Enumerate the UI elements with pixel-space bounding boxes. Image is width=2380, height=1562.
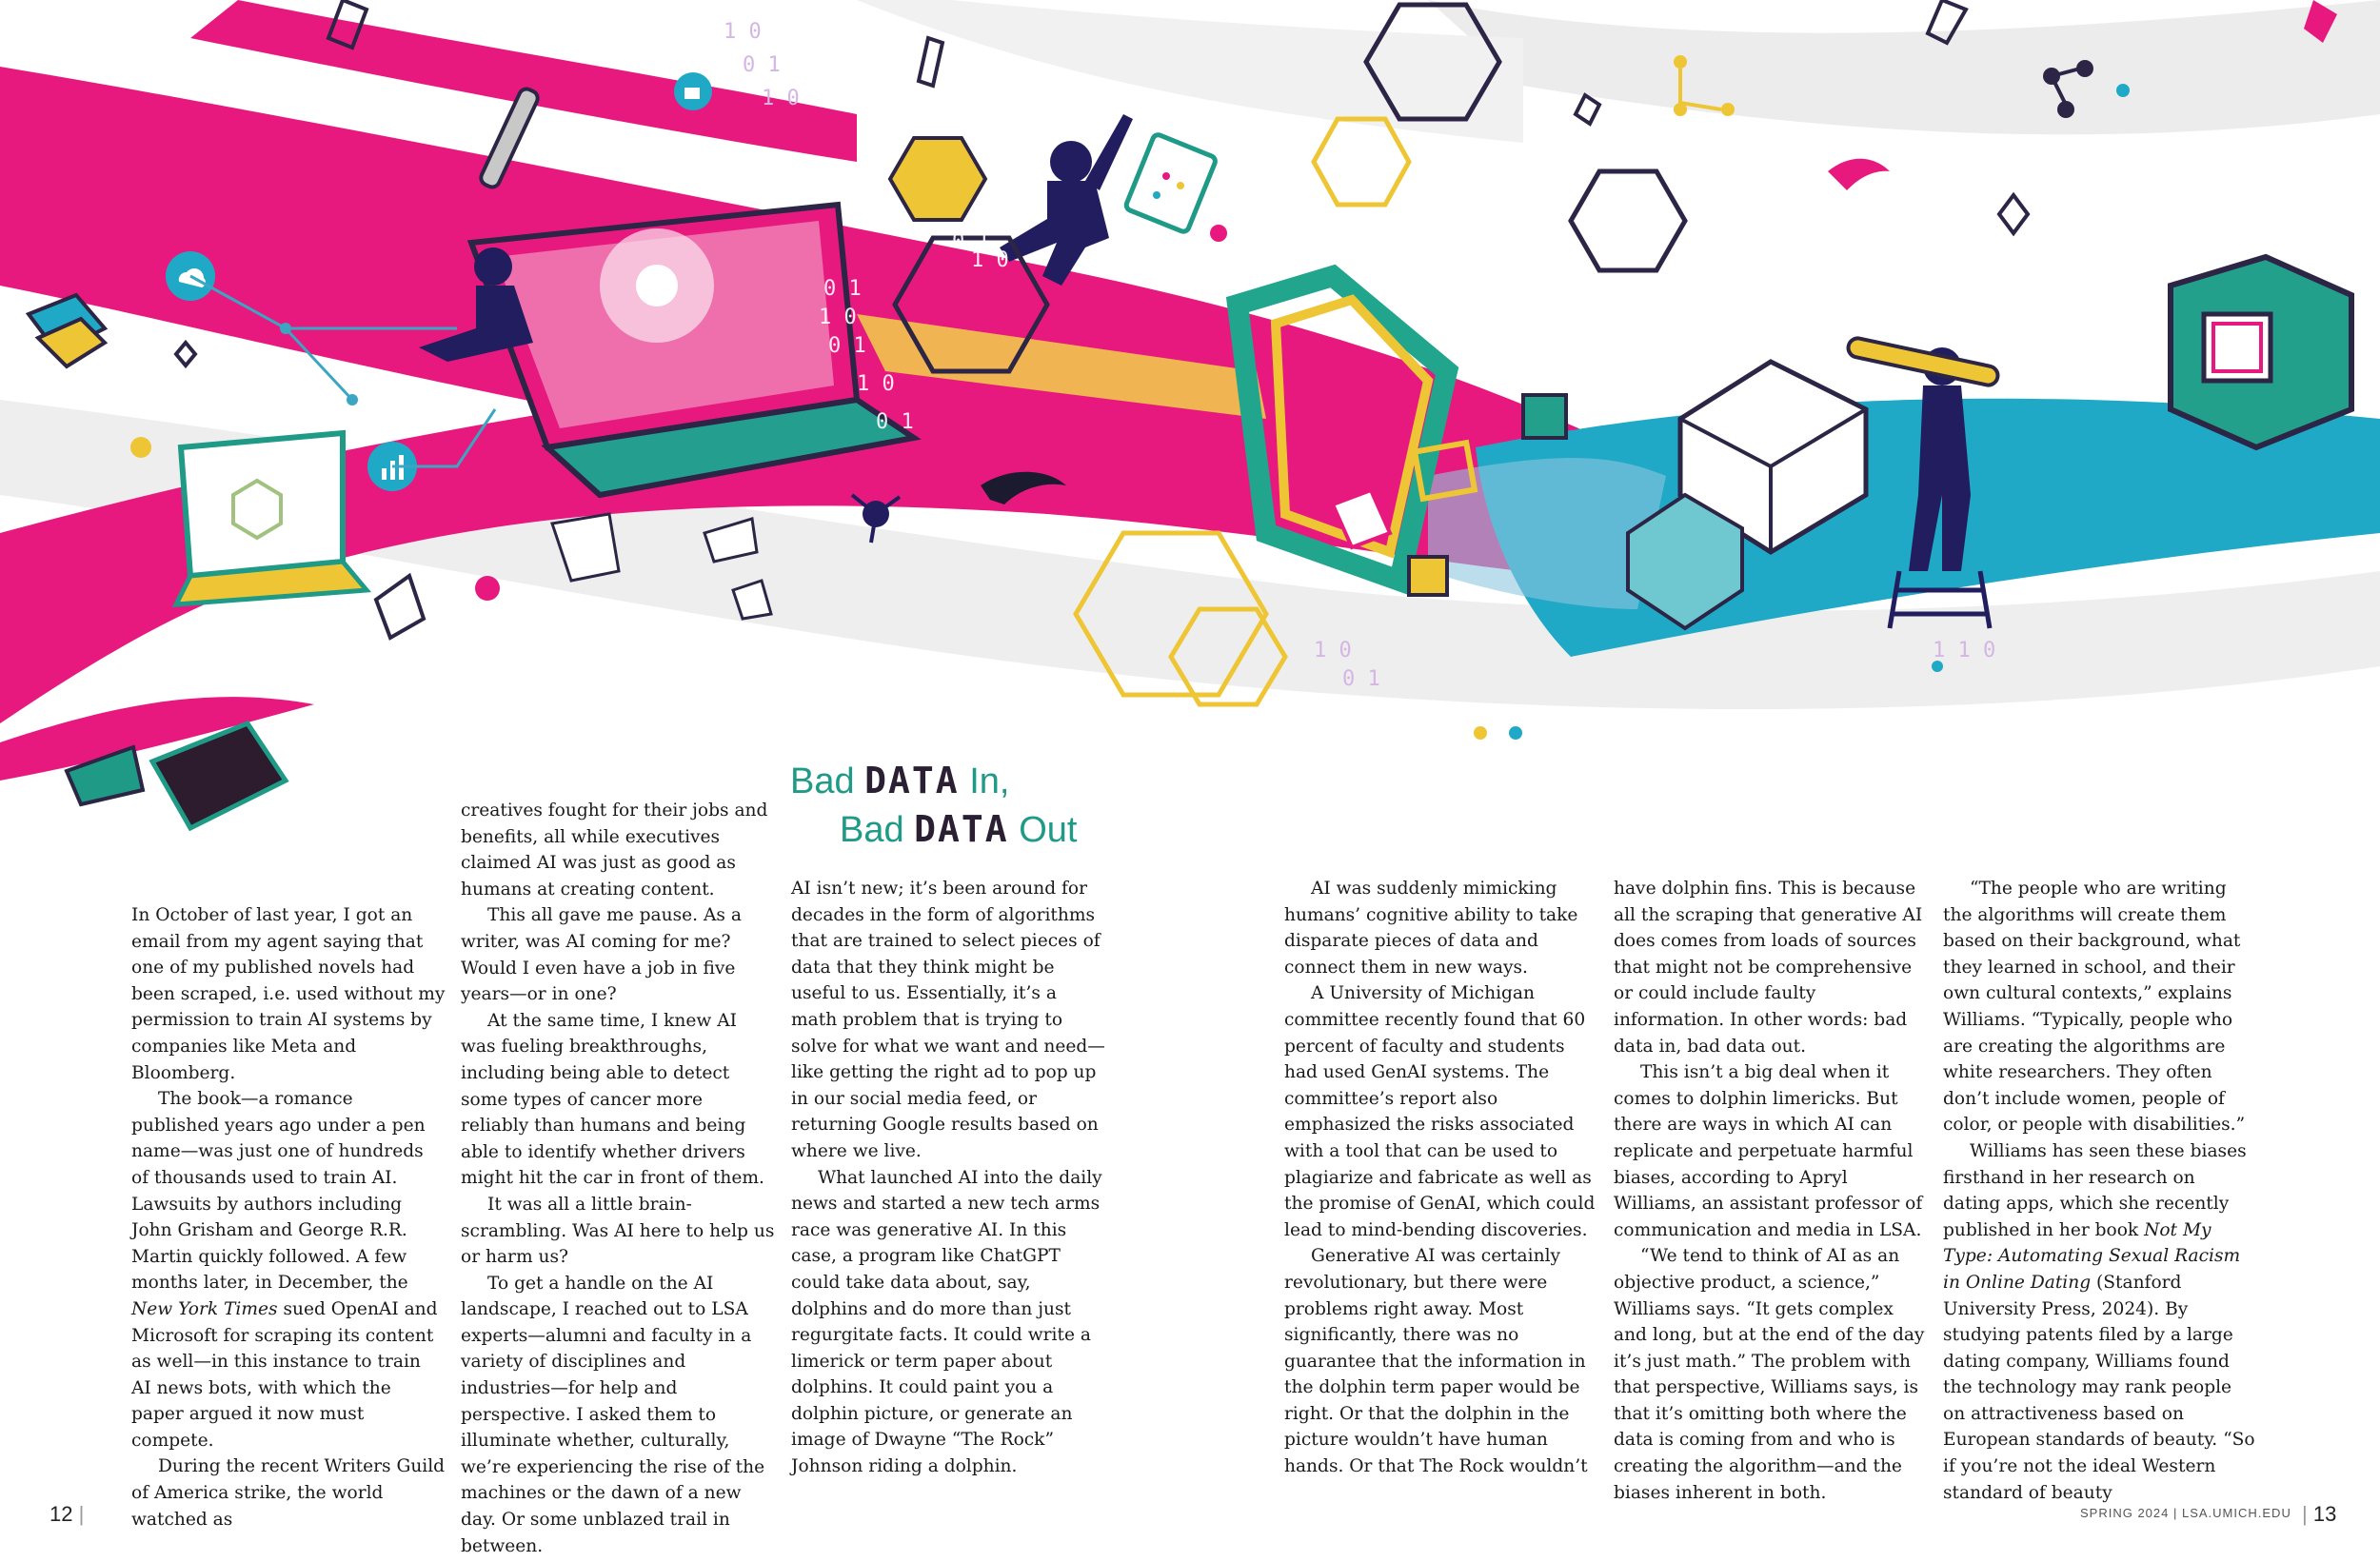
paragraph-text: Williams has seen these biases firsthand in her research on dating apps, which she recently published in her book bbox=[1943, 1140, 2247, 1240]
svg-text:0 1: 0 1 bbox=[1342, 667, 1380, 691]
paragraph: “The people who are writing the algorithms will create them based on their background, what they learned in school, and their own cultural contexts,” explains Williams. “Typically, people who are creating the algorithms are white researchers. They often don’t include women, people of color, or people with disabilities.” bbox=[1943, 879, 2246, 1136]
paragraph: A University of Michigan committee recently found that 60 percent of faculty and students had used GenAI systems. The committee’s report also emphasized the risks associated with a tool that can be used to plagiarize and fabricate as well as the promise of GenAI, which could lead to mind-bending discoveries. bbox=[1284, 983, 1596, 1240]
heading-text: Bad bbox=[840, 810, 915, 850]
paragraph bbox=[1943, 1138, 2257, 1506]
paragraph: AI isn’t new; it’s been around for decades in the form of algorithms that are trained to select pieces of data that they think might be useful to us. Essentially, it’s a math problem that is trying to solve for what we want and need—like getting the right ad to pop up in our social media feed, or returning Google results based on where we live. bbox=[791, 879, 1105, 1161]
paragraph: have dolphin fins. This is because all the scraping that generative AI does comes from loads of sources that might not be comprehensive or could include faulty information. In other words: bad data in, bad data out. bbox=[1614, 879, 1923, 1057]
paragraph: To get a handle on the AI landscape, I reached out to LSA experts—alumni and faculty in a variety of disciplines and industries—for help and perspective. I asked them to illuminate whether, culturally, we’re experiencing the rise of the machines or the dawn of a new day. Or some unblazed trail in between. bbox=[461, 1273, 765, 1556]
paragraph-text: sued OpenAI and Microsoft for scraping its content as well—in this instance to train AI news bots, with which the paper argued it now must compete. bbox=[131, 1298, 438, 1451]
svg-text:0 1: 0 1 bbox=[828, 334, 866, 358]
paragraph: creatives fought for their jobs and benefits, all while executives claimed AI was just as good as humans at creating content. bbox=[461, 801, 768, 900]
svg-text:1 0: 1 0 bbox=[819, 306, 857, 329]
grey-swoosh bbox=[1428, 0, 2380, 134]
page-number: 12 bbox=[50, 1502, 73, 1526]
paragraph-text: The book—a romance published years ago under a pen name—was just one of hundreds of thousands used to train AI. Lawsuits by authors including John Grisham and George R.R. Martin quickly followed. A few months later, in December, the bbox=[131, 1089, 426, 1294]
chip-icon bbox=[29, 295, 105, 366]
hexagon-icon bbox=[890, 138, 985, 220]
paragraph: In October of last year, I got an email from my agent saying that one of my published novels had been scraped, i.e. used without my permission to train AI systems by companies like Meta and Bloomberg. bbox=[131, 905, 446, 1083]
paragraph: What launched AI into the daily news and started a new tech arms race was generative AI. In this case, a program like ChatGPT could take data about, say, dolphins and do more than just regurgitate facts. It could write a limerick or term paper about dolphins. It could paint you a dolphin picture, or generate an image of Dwayne “The Rock” Johnson riding a dolphin. bbox=[791, 1167, 1102, 1477]
svg-text:1 0: 1 0 bbox=[724, 20, 762, 44]
svg-text:1 1 0: 1 1 0 bbox=[1933, 639, 1996, 662]
cube-icon bbox=[2171, 257, 2351, 447]
heading-line-2 bbox=[790, 805, 1133, 854]
article-column-6 bbox=[1943, 876, 2257, 1506]
paragraph: This isn’t a big deal when it comes to dolphin limericks. But there are ways in which AI can replicate and perpetuate harmful biases, according to Apryl Williams, an assistant professor of communication and media in LSA. bbox=[1614, 1062, 1923, 1240]
tablet-icon bbox=[1124, 133, 1217, 233]
page-number-right: | 13 bbox=[2302, 1502, 2337, 1526]
article-column-5 bbox=[1614, 876, 1928, 1506]
heading-text: Bad bbox=[790, 761, 865, 801]
book-title: Not My Type: Automating Sexual Racism in Online Dating bbox=[1943, 1219, 2241, 1293]
page-number: 13 bbox=[2312, 1502, 2337, 1526]
paragraph: It was all a little brain-scrambling. Was AI here to help us or harm us? bbox=[461, 1194, 775, 1268]
paragraph: AI was suddenly mimicking humans’ cognitive ability to take disparate pieces of data and connect them in new ways. bbox=[1284, 879, 1578, 978]
paragraph-text: (Stanford University Press, 2024). By studying patents filed by a large dating company, Williams found the technology may rank people on attractiveness based on European standards of beauty. “So if you’re not the ideal Western standard of beauty bbox=[1943, 1272, 2255, 1503]
paragraph: “We tend to think of AI as an objective product, a science,” Williams says. “It gets complex and long, but at the end of the day it’s just math.” The problem with that perspective, Williams says, is that it’s omitting both where the data is coming from and who is creating the algorithm—and the biases inherent in both. bbox=[1614, 1246, 1925, 1503]
heading-data-word: DATA bbox=[914, 808, 1009, 850]
paragraph: At the same time, I knew AI was fueling breakthroughs, including being able to detect some types of cancer more reliably than humans and being able to identify whether drivers might hit the car in front of them. bbox=[461, 1010, 764, 1189]
site-url[interactable]: LSA.UMICH.EDU bbox=[2181, 1506, 2291, 1520]
paragraph bbox=[131, 1086, 446, 1453]
svg-text:0 1: 0 1 bbox=[876, 410, 914, 434]
thumbs-up-icon bbox=[674, 72, 712, 110]
svg-text:0 1: 0 1 bbox=[743, 53, 781, 77]
article-column-4 bbox=[1284, 876, 1598, 1480]
svg-text:0 1: 0 1 bbox=[952, 229, 990, 253]
issue-info: SPRING 2024 | LSA.UMICH.EDU bbox=[2080, 1506, 2291, 1520]
article-column-1 bbox=[131, 902, 446, 1532]
section-heading bbox=[790, 757, 1133, 854]
svg-text:0 1: 0 1 bbox=[823, 277, 862, 301]
svg-text:1 0: 1 0 bbox=[1314, 639, 1352, 662]
svg-text:1 0: 1 0 bbox=[971, 248, 1009, 272]
publication-title: New York Times bbox=[131, 1298, 278, 1319]
small-laptop-icon bbox=[176, 433, 367, 604]
svg-text:1 0: 1 0 bbox=[762, 87, 800, 110]
article-column-3 bbox=[791, 876, 1105, 1480]
paragraph: Generative AI was certainly revolutionary, but there were problems right away. Most significantly, there was no guarantee that the information in the dolphin term paper would be right. Or that the dolphin in the picture wouldn’t have human hands. Or that The Rock wouldn’t bbox=[1284, 1246, 1588, 1477]
heading-text: In, bbox=[959, 761, 1010, 801]
svg-text:1 0: 1 0 bbox=[857, 372, 895, 396]
dolphin-icon bbox=[1828, 159, 1890, 190]
giant-pen-icon bbox=[1847, 337, 2000, 387]
heading-data-word: DATA bbox=[864, 760, 960, 801]
paragraph: This all gave me pause. As a writer, was AI coming for me? Would I even have a job in five years—or in one? bbox=[461, 905, 742, 1005]
page-number-left: 12 | bbox=[50, 1502, 85, 1526]
heading-line-1 bbox=[790, 757, 1133, 805]
issue-date: SPRING 2024 bbox=[2080, 1506, 2170, 1520]
paragraph: During the recent Writers Guild of America strike, the world watched as bbox=[131, 1456, 446, 1530]
article-column-2 bbox=[461, 798, 775, 1559]
heading-text: Out bbox=[1008, 810, 1078, 850]
